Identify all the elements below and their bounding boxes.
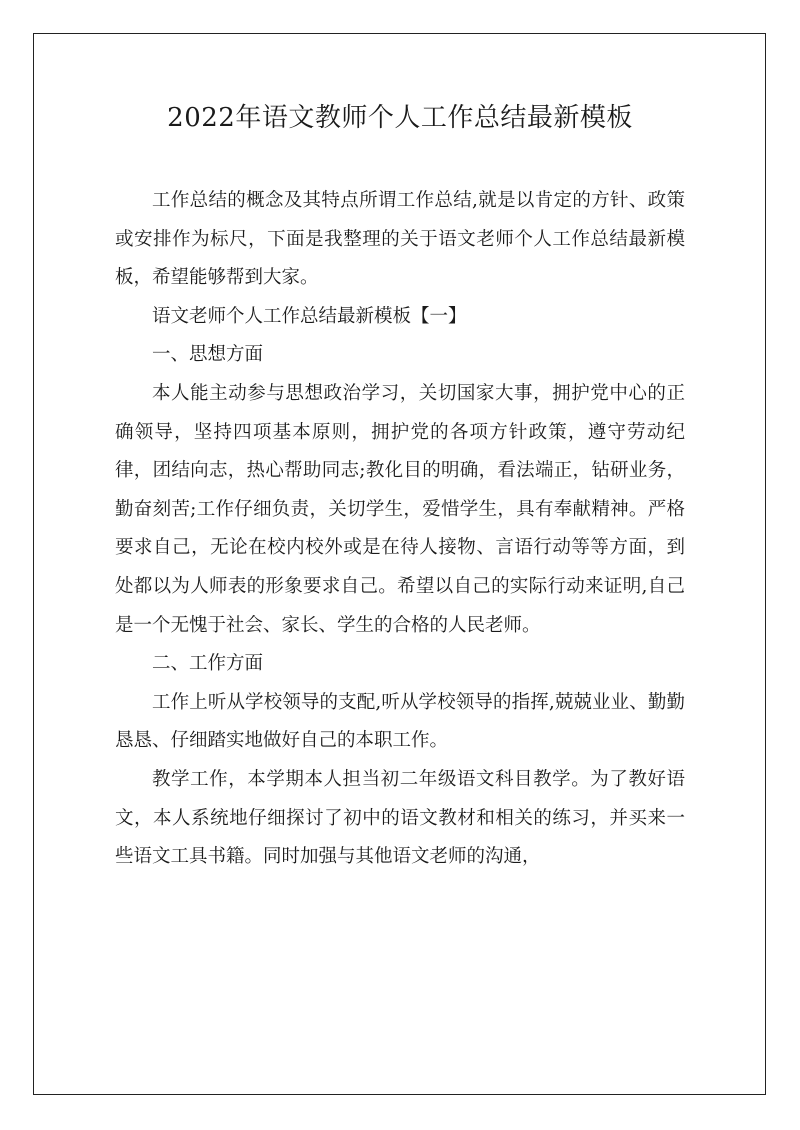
ideology-paragraph: 本人能主动参与思想政治学习，关切国家大事，拥护党中心的正确领导，坚持四项基本原则，拥护党的各项方针政策，遵守劳动纪律，团结向志，热心帮助同志;教化目的明确，看法端正，钻研业务，勤奋刻苦;工作仔细负责，关切学生，爱惜学生，具有奉献精神。严格要求自己，无论在校内校外或是在待人接物、言语行动等等方面，到处都以为人师表的形象要求自己。希望以自己的实际行动来证明,自己是一个无愧于社会、家长、学生的合格的人民老师。 xyxy=(115,382,685,636)
document-title: 2022年语文教师个人工作总结最新模板 xyxy=(167,103,633,133)
work-paragraph: 工作上听从学校领导的支配,听从学校领导的指挥,兢兢业业、勤勤恳恳、仔细踏实地做好自己的本职工作。 xyxy=(115,691,685,752)
intro-paragraph: 工作总结的概念及其特点所谓工作总结,就是以肯定的方针、政策或安排作为标尺，下面是我整理的关于语文老师个人工作总结最新模板，希望能够帮到大家。 xyxy=(115,190,685,289)
teaching-paragraph: 教学工作，本学期本人担当初二年级语文科目教学。为了教好语文，本人系统地仔细探讨了初中的语文教材和相关的练习，并买来一些语文工具书籍。同时加强与其他语文老师的沟通， xyxy=(115,768,685,868)
subheading-work: 二、工作方面 xyxy=(152,653,264,675)
section-heading-template-one: 语文老师个人工作总结最新模板【一】 xyxy=(152,305,467,327)
document-body xyxy=(115,182,685,877)
subheading-ideology: 一、思想方面 xyxy=(152,344,264,366)
